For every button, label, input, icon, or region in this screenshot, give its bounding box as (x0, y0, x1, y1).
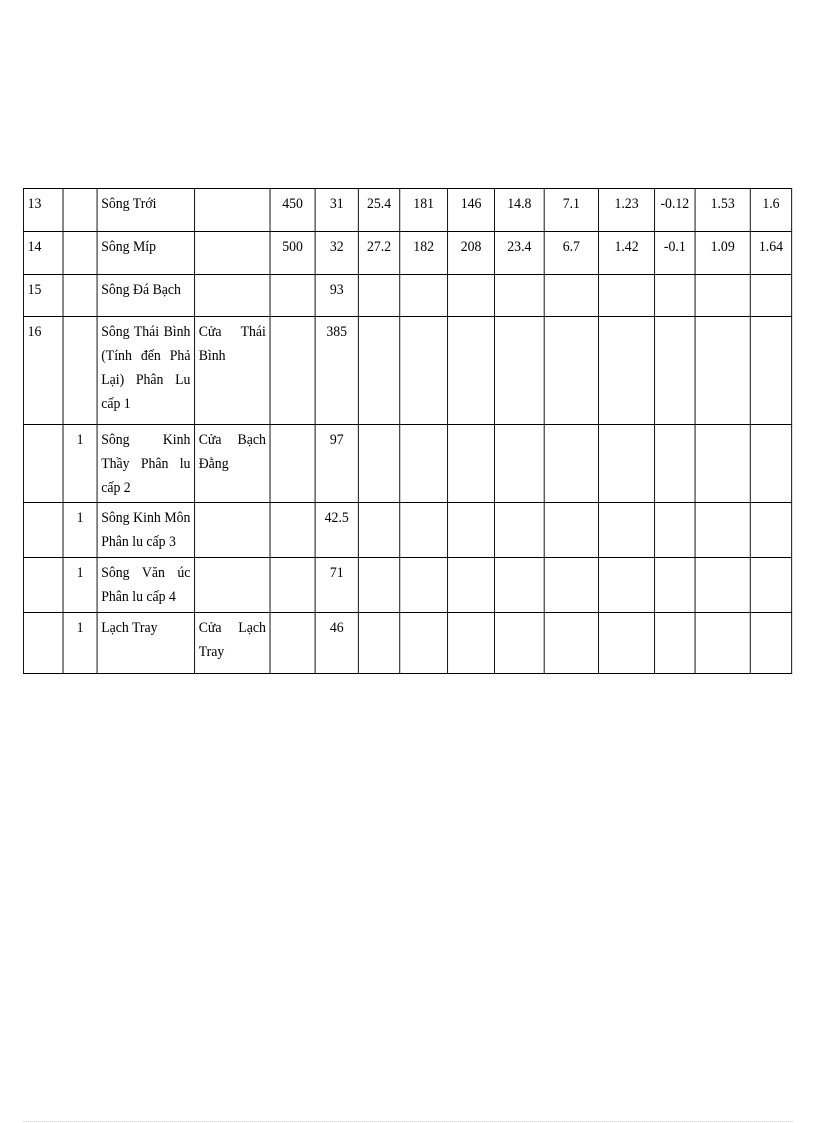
cell-value (448, 503, 495, 558)
cell-value (358, 275, 399, 317)
cell-value (400, 425, 448, 503)
cell-cap: 1 (63, 558, 97, 613)
cell-mouth: Cửa Thái Bình (195, 317, 270, 425)
cell-value: 25.4 (358, 189, 399, 232)
cell-value (270, 503, 315, 558)
cell-value: 181 (400, 189, 448, 232)
cell-value (448, 558, 495, 613)
cell-value: 7.1 (544, 189, 598, 232)
cell-value (750, 275, 791, 317)
cell-stt (23, 503, 63, 558)
cell-river-name: Sông Kinh Thầy Phân lu cấp 2 (97, 425, 195, 503)
cell-value (695, 558, 750, 613)
cell-value: 6.7 (544, 232, 598, 275)
cell-value (400, 503, 448, 558)
cell-value: 31 (315, 189, 358, 232)
cell-mouth (195, 275, 270, 317)
cell-river-name: Sông Đá Bạch (97, 275, 195, 317)
cell-value (750, 503, 791, 558)
cell-river-name: Sông Văn úc Phân lu cấp 4 (97, 558, 195, 613)
cell-value (655, 275, 695, 317)
cell-river-name: Sông Trới (97, 189, 195, 232)
cell-value (495, 503, 545, 558)
cell-value: 1.42 (598, 232, 654, 275)
cell-value (750, 317, 791, 425)
cell-value (695, 613, 750, 674)
cell-value (495, 317, 545, 425)
cell-value: 146 (448, 189, 495, 232)
cell-value (695, 425, 750, 503)
cell-value (400, 317, 448, 425)
cell-value (598, 613, 654, 674)
cell-value (695, 503, 750, 558)
cell-value (695, 317, 750, 425)
cell-value: 1.6 (750, 189, 791, 232)
cell-stt: 15 (23, 275, 63, 317)
cell-value (655, 558, 695, 613)
cell-value: 14.8 (495, 189, 545, 232)
cell-value (598, 503, 654, 558)
cell-value (495, 425, 545, 503)
cell-value (448, 425, 495, 503)
cell-value: 1.53 (695, 189, 750, 232)
cell-value (358, 613, 399, 674)
cell-value: 42.5 (315, 503, 358, 558)
cell-value: 71 (315, 558, 358, 613)
cell-cap (63, 189, 97, 232)
cell-value (655, 317, 695, 425)
cell-value: 46 (315, 613, 358, 674)
cell-value (544, 317, 598, 425)
cell-river-name: Sông Kinh Môn Phân lu cấp 3 (97, 503, 195, 558)
cell-stt (23, 425, 63, 503)
cell-stt (23, 558, 63, 613)
cell-value: 182 (400, 232, 448, 275)
cell-value (400, 558, 448, 613)
table-row (23, 189, 791, 232)
cell-value (598, 275, 654, 317)
cell-value: -0.12 (655, 189, 695, 232)
cell-value (695, 275, 750, 317)
cell-value (495, 558, 545, 613)
cell-cap (63, 232, 97, 275)
cell-value: 23.4 (495, 232, 545, 275)
cell-value: 1.64 (750, 232, 791, 275)
cell-value: 27.2 (358, 232, 399, 275)
table-body (23, 189, 791, 674)
table-row (23, 503, 791, 558)
cell-value (598, 558, 654, 613)
cell-value (544, 503, 598, 558)
table-row (23, 558, 791, 613)
cell-value (358, 317, 399, 425)
cell-value (270, 558, 315, 613)
cell-stt: 13 (23, 189, 63, 232)
cell-value (544, 558, 598, 613)
cell-value (358, 425, 399, 503)
cell-mouth (195, 189, 270, 232)
cell-value (598, 425, 654, 503)
cell-value: 97 (315, 425, 358, 503)
table-row (23, 425, 791, 503)
cell-mouth (195, 503, 270, 558)
cell-value (655, 425, 695, 503)
table-row (23, 275, 791, 317)
cell-value (544, 275, 598, 317)
cell-cap (63, 317, 97, 425)
cell-value (270, 275, 315, 317)
cell-value (655, 503, 695, 558)
cell-value: 385 (315, 317, 358, 425)
cell-river-name: Sông Míp (97, 232, 195, 275)
cell-cap (63, 275, 97, 317)
cell-value (750, 613, 791, 674)
cell-value (400, 275, 448, 317)
cell-stt: 14 (23, 232, 63, 275)
cell-cap: 1 (63, 503, 97, 558)
cell-value (448, 317, 495, 425)
river-data-table (23, 188, 792, 674)
cell-river-name: Sông Thái Bình (Tính đến Phả Lại) Phân Lu cấp 1 (97, 317, 195, 425)
table-row (23, 613, 791, 674)
cell-value (270, 317, 315, 425)
cell-value (495, 275, 545, 317)
cell-value: 208 (448, 232, 495, 275)
cell-cap: 1 (63, 425, 97, 503)
cell-mouth: Cửa Lạch Tray (195, 613, 270, 674)
cell-value: 450 (270, 189, 315, 232)
cell-mouth (195, 558, 270, 613)
cell-value (448, 275, 495, 317)
cell-value (495, 613, 545, 674)
cell-value (544, 425, 598, 503)
cell-mouth (195, 232, 270, 275)
cell-value (270, 613, 315, 674)
table-row (23, 232, 791, 275)
cell-value (750, 425, 791, 503)
cell-stt (23, 613, 63, 674)
cell-river-name: Lạch Tray (97, 613, 195, 674)
cell-value (598, 317, 654, 425)
cell-value: -0.1 (655, 232, 695, 275)
cell-stt: 16 (23, 317, 63, 425)
page-bottom-divider (23, 1121, 793, 1122)
cell-value (655, 613, 695, 674)
cell-value: 32 (315, 232, 358, 275)
cell-value (270, 425, 315, 503)
cell-value (358, 503, 399, 558)
cell-value (400, 613, 448, 674)
cell-value: 1.09 (695, 232, 750, 275)
cell-value: 500 (270, 232, 315, 275)
cell-mouth: Cửa Bạch Đằng (195, 425, 270, 503)
cell-value (448, 613, 495, 674)
cell-value (544, 613, 598, 674)
cell-cap: 1 (63, 613, 97, 674)
cell-value (750, 558, 791, 613)
table-row (23, 317, 791, 425)
cell-value: 93 (315, 275, 358, 317)
cell-value (358, 558, 399, 613)
cell-value: 1.23 (598, 189, 654, 232)
